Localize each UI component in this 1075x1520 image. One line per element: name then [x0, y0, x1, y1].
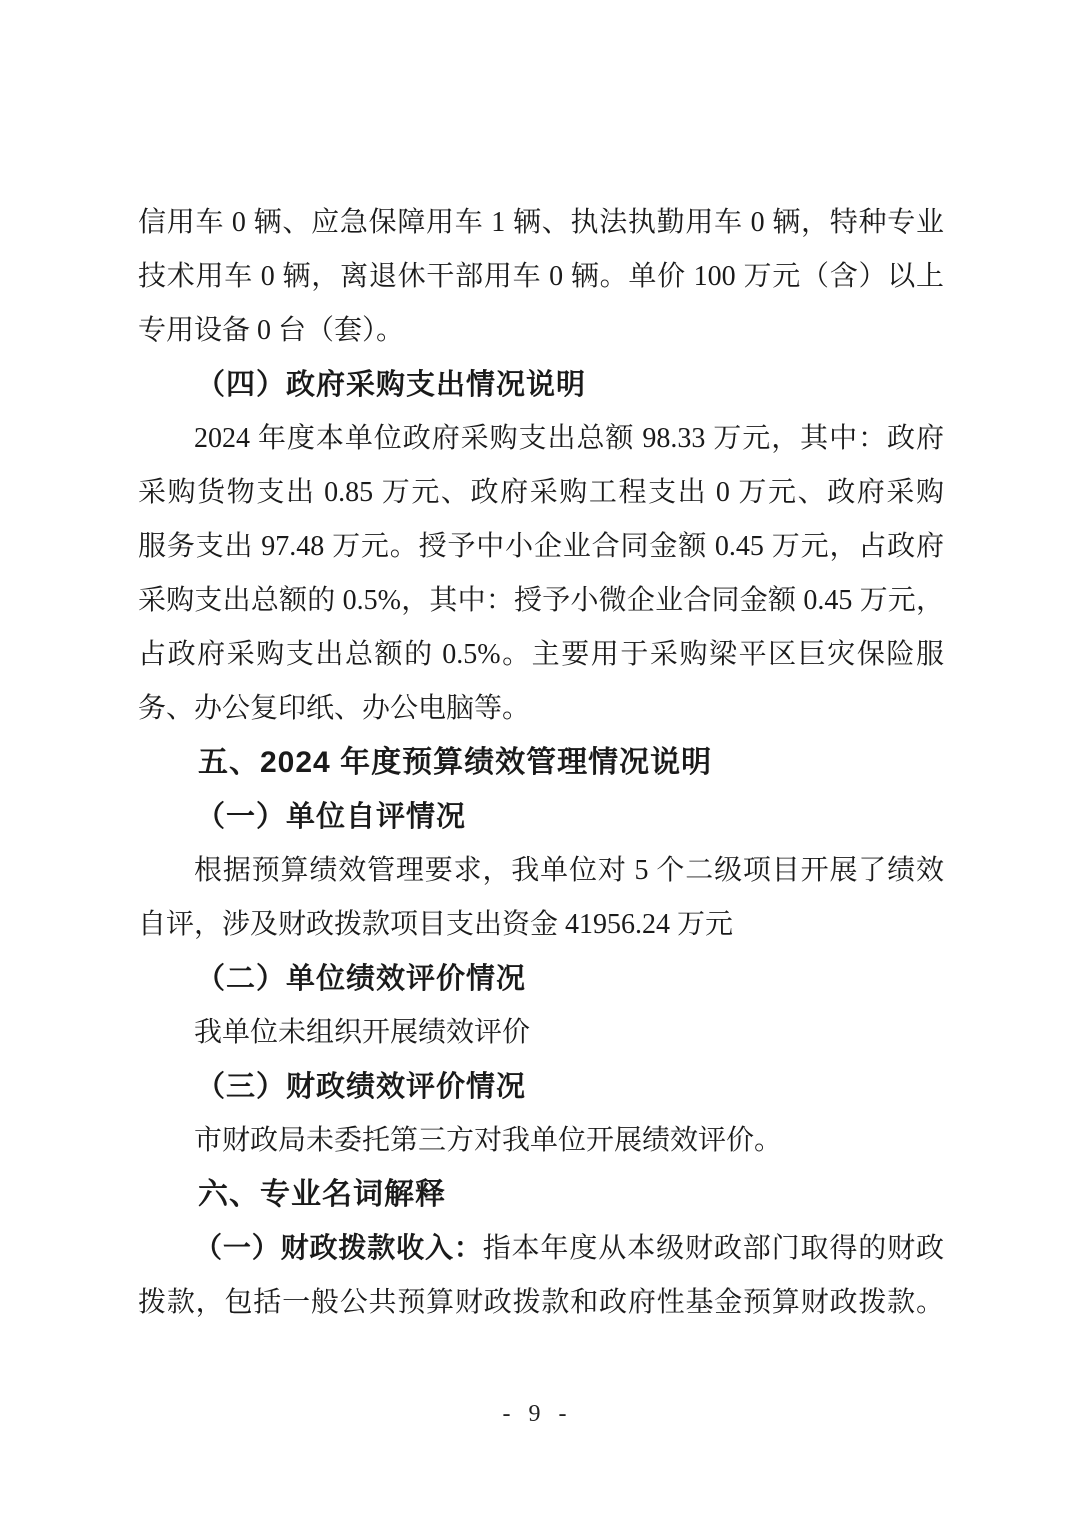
paragraph-vehicles-line-3: 专用设备 0 台（套）。: [138, 315, 405, 346]
paragraph-self-evaluation-line-1: 根据预算绩效管理要求，我单位对 5 个二级项目开展了绩效: [194, 855, 944, 886]
paragraph-procurement-line-4: 采购支出总额的 0.5%，其中：授予小微企业合同金额 0.45 万元，: [138, 585, 944, 616]
paragraph-procurement-line-5: 占政府采购支出总额的 0.5%。主要用于采购梁平区巨灾保险服: [138, 639, 944, 670]
term-fiscal-appropriation-definition: 指本年度从本级财政部门取得的财政: [482, 1233, 944, 1264]
heading-gov-procurement: （四）政府采购支出情况说明: [196, 369, 587, 401]
term-fiscal-appropriation-label: （一）财政拨款收入：: [194, 1233, 483, 1264]
term-fiscal-appropriation-line-1: [138, 1222, 944, 1276]
paragraph-vehicles-line-2: 技术用车 0 辆，离退休干部用车 0 辆。单价 100 万元（含）以上: [138, 261, 944, 292]
paragraph-fiscal-performance-evaluation: 市财政局未委托第三方对我单位开展绩效评价。: [194, 1125, 783, 1156]
paragraph-procurement-line-1: 2024 年度本单位政府采购支出总额 98.33 万元，其中：政府: [194, 423, 944, 454]
heading-terminology: 六、专业名词解释: [198, 1178, 446, 1211]
paragraph-procurement-line-6: 务、办公复印纸、办公电脑等。: [138, 693, 531, 724]
paragraph-procurement-line-2: 采购货物支出 0.85 万元、政府采购工程支出 0 万元、政府采购: [138, 477, 944, 508]
paragraph-procurement-line-3: 服务支出 97.48 万元。授予中小企业合同金额 0.45 万元，占政府: [138, 531, 944, 562]
heading-performance-management: 五、2024 年度预算绩效管理情况说明: [198, 746, 713, 779]
paragraph-vehicles-line-1: 信用车 0 辆、应急保障用车 1 辆、执法执勤用车 0 辆，特种专业: [138, 207, 944, 238]
heading-self-evaluation: （一）单位自评情况: [196, 801, 467, 833]
paragraph-unit-performance-evaluation: 我单位未组织开展绩效评价: [194, 1017, 531, 1048]
paragraph-self-evaluation-line-2: 自评，涉及财政拨款项目支出资金 41956.24 万元: [138, 909, 734, 940]
page-number: - 9 -: [502, 1401, 573, 1427]
heading-fiscal-performance-evaluation: （三）财政绩效评价情况: [196, 1071, 527, 1103]
term-fiscal-appropriation-line-2: 拨款，包括一般公共预算财政拨款和政府性基金预算财政拨款。: [138, 1287, 944, 1318]
document-content: [138, 196, 944, 1330]
heading-unit-performance-evaluation: （二）单位绩效评价情况: [196, 963, 527, 995]
